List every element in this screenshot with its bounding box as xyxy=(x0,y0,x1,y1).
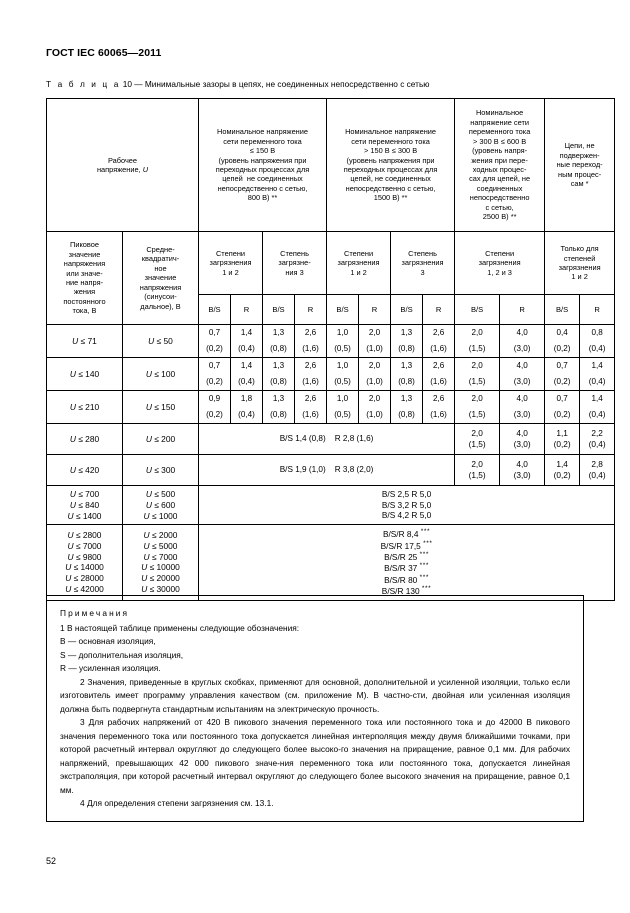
table-row-group xyxy=(47,486,615,525)
footnote-marker: *** xyxy=(423,539,433,547)
row-peak-voltage-group xyxy=(47,525,123,600)
page-number: 52 xyxy=(46,856,57,866)
row-rms-voltage: U ≤ 2000 xyxy=(143,530,178,541)
merged-bs-value: B/S 1,4 (0,8) xyxy=(279,433,326,443)
cell-value: 2,0 xyxy=(455,325,500,342)
cell-value: 2,6 xyxy=(295,325,327,342)
cell-value-paren: (0,8) xyxy=(391,374,423,391)
insulation-value-row xyxy=(199,528,614,539)
merged-insulation-note xyxy=(199,424,455,455)
cell-value: 2,0 xyxy=(455,358,500,375)
insulation-value: B/S/R 37 xyxy=(384,563,418,574)
header-pollution-only-1-2: Только для степеней загрязнения 1 и 2 xyxy=(545,232,615,295)
cell-value-paren: (1,6) xyxy=(423,407,455,424)
cell-value-paren: (0,2) xyxy=(553,470,571,480)
cell-value-paren: (1,5) xyxy=(455,407,500,424)
cell-value-stacked xyxy=(545,455,580,486)
header-r-2: R xyxy=(295,295,327,325)
cell-value-stacked xyxy=(545,424,580,455)
cell-value: 2,0 xyxy=(471,428,483,439)
cell-value: 4,0 xyxy=(516,459,528,470)
table-row xyxy=(47,391,615,408)
cell-value: 2,0 xyxy=(359,358,391,375)
row-peak-voltage: U ≤ 14000 xyxy=(65,562,104,573)
table-row xyxy=(47,325,615,342)
cell-value-paren: (3,0) xyxy=(500,407,545,424)
row-rms-voltage: U ≤ 1000 xyxy=(143,510,178,521)
cell-value-paren: (1,6) xyxy=(423,341,455,358)
header-pollution-3-a: Степень загрязне- ния 3 xyxy=(263,232,327,295)
merged-r-value: R 3,8 (2,0) xyxy=(334,464,374,474)
cell-value-paren: (3,0) xyxy=(500,374,545,391)
cell-value-paren: (0,8) xyxy=(263,407,295,424)
header-bs-5: B/S xyxy=(455,295,500,325)
insulation-value: B/S 3,2 R 5,0 xyxy=(381,499,432,510)
insulation-value-row xyxy=(199,551,614,562)
cell-value: 4,0 xyxy=(516,428,528,439)
header-r-4: R xyxy=(423,295,455,325)
row-peak-voltage: U ≤ 140 xyxy=(47,358,123,391)
note-2: 2 Значения, приведенные в круглых скобках, применяют для основной, дополнительной и усиленной изоляции, только если изготовитель имеет программу управления качеством (см. приложение М). В частно-сти, двойная или усиленная изоляция должна быть подвергнута стандартным испытаниям на электрическую прочность. xyxy=(60,676,570,714)
row-peak-voltage: U ≤ 840 xyxy=(69,499,100,510)
cell-value-stacked xyxy=(580,455,615,486)
cell-value: 0,7 xyxy=(545,391,580,408)
header-working-voltage-line1: Рабочее xyxy=(107,155,138,165)
cell-value-paren: (1,5) xyxy=(455,374,500,391)
cell-value-paren: (3,0) xyxy=(500,341,545,358)
row-rms-voltage: U ≤ 300 xyxy=(123,455,199,486)
cell-value-paren: (3,0) xyxy=(513,439,531,449)
insulation-value-row xyxy=(199,574,614,585)
table-caption xyxy=(46,79,430,89)
table-caption-label: Т а б л и ц а xyxy=(46,79,121,89)
cell-value: 2,0 xyxy=(455,391,500,408)
row-rms-voltage: U ≤ 30000 xyxy=(141,583,180,594)
insulation-value: B/S/R 8,4 xyxy=(382,529,419,540)
row-rms-voltage: U ≤ 20000 xyxy=(141,573,180,584)
cell-value: 2,6 xyxy=(423,391,455,408)
row-peak-voltage: U ≤ 2800 xyxy=(67,530,102,541)
header-bs-3: B/S xyxy=(327,295,359,325)
cell-value-paren: (0,2) xyxy=(545,407,580,424)
header-bs-4: B/S xyxy=(391,295,423,325)
notes-title: Примечания xyxy=(60,608,130,618)
cell-value-paren: (0,4) xyxy=(231,341,263,358)
row-rms-voltage-group xyxy=(123,486,199,525)
cell-value: 0,7 xyxy=(199,358,231,375)
row-peak-voltage: U ≤ 7000 xyxy=(67,540,102,551)
standard-title: ГОСТ IEC 60065—2011 xyxy=(46,47,162,59)
cell-value: 1,0 xyxy=(327,391,359,408)
row-peak-voltage: U ≤ 9800 xyxy=(67,551,102,562)
row-rms-voltage: U ≤ 150 xyxy=(123,391,199,424)
cell-value: 0,8 xyxy=(580,325,615,342)
cell-value-paren: (1,5) xyxy=(455,341,500,358)
cell-value-paren: (3,0) xyxy=(513,470,531,480)
row-peak-voltage: U ≤ 420 xyxy=(47,455,123,486)
cell-value-paren: (0,2) xyxy=(199,374,231,391)
cell-value-paren: (0,5) xyxy=(327,407,359,424)
cell-value-paren: (0,4) xyxy=(231,374,263,391)
header-mains-300-600: Номинальное напряжение сети переменного тока > 300 В ≤ 600 В (уровень напря- жения при пере- ходных процес- сах для цепей, не соединенных непосредственно с сетью, 2500 В) ** xyxy=(455,99,545,232)
cell-value: 2,6 xyxy=(295,391,327,408)
row-rms-voltage: U ≤ 200 xyxy=(123,424,199,455)
cell-value: 1,0 xyxy=(327,358,359,375)
row-peak-voltage: U ≤ 280 xyxy=(47,424,123,455)
header-pollution-1-2-a: Степени загрязнения 1 и 2 xyxy=(199,232,263,295)
cell-value-stacked xyxy=(500,424,545,455)
note-3: 3 Для рабочих напряжений от 420 В пикового значения переменного тока или постоянного тока и до 42000 В пикового значения переменного тока или постоянного тока допускается линейная интерполяция между двумя ближайшими точками, при которой расчетный интервал округляют до следующего более высоко-го значения на приращение, равное 0,1 мм. Для рабочих напряжений, превышающих 42 000 пикового значе-ния переменного тока или постоянного тока, допускается линейная экстраполяция, при которой расчетный интервал округляют до следующего более высокого значения на приращение, равное 0,1 мм. xyxy=(60,717,570,795)
header-rms-voltage: Средне- квадратич- ное значение напряжения (синусои- дальное), В xyxy=(123,232,199,325)
note-1-b: B — основная изоляция, xyxy=(60,636,156,647)
header-pollution-1-2-b: Степени загрязнения 1 и 2 xyxy=(327,232,391,295)
cell-value: 1,8 xyxy=(231,391,263,408)
cell-value-paren: (0,4) xyxy=(231,407,263,424)
cell-value-paren: (0,5) xyxy=(327,341,359,358)
header-bs-6: B/S xyxy=(545,295,580,325)
cell-value-paren: (0,8) xyxy=(263,374,295,391)
cell-value: 1,3 xyxy=(263,325,295,342)
footnote-marker: *** xyxy=(421,585,432,593)
table-row-merged xyxy=(47,424,615,455)
cell-value: 1,3 xyxy=(391,391,423,408)
cell-value: 1,3 xyxy=(263,358,295,375)
row-rms-voltage: U ≤ 100 xyxy=(123,358,199,391)
header-mains-le-150: Номинальное напряжение сети переменного тока ≤ 150 В (уровень напряжения при переходных процессах для цепей не соединенных непосредственно с сетью, 800 В) ** xyxy=(199,99,327,232)
note-1-s: S — дополнительная изоляция, xyxy=(60,649,184,660)
cell-value: 1,4 xyxy=(231,325,263,342)
row-peak-voltage: U ≤ 1400 xyxy=(67,510,102,521)
cell-value-paren: (0,4) xyxy=(588,439,606,449)
header-mains-150-300: Номинальное напряжение сети переменного тока > 150 В ≤ 300 В (уровень напряжения при переходных процессах для цепей, не соединенных непосредственно с сетью, 1500 В) ** xyxy=(327,99,455,232)
cell-value-paren: (1,6) xyxy=(295,407,327,424)
cell-value-paren: (1,5) xyxy=(468,439,486,449)
group-insulation-values xyxy=(199,486,615,525)
insulation-value: B/S 4,2 R 5,0 xyxy=(381,510,432,521)
group-insulation-values xyxy=(199,525,615,600)
cell-value-paren: (1,5) xyxy=(468,470,486,480)
insulation-value: B/S/R 80 xyxy=(384,574,418,585)
table-header-row-middle xyxy=(47,232,615,295)
note-1-r: R — усиленная изоляция. xyxy=(60,663,161,674)
row-peak-voltage: U ≤ 28000 xyxy=(65,573,104,584)
row-rms-voltage: U ≤ 7000 xyxy=(143,551,178,562)
cell-value: 2,0 xyxy=(359,391,391,408)
insulation-value: B/S/R 25 xyxy=(384,551,418,562)
row-rms-voltage: U ≤ 10000 xyxy=(141,562,180,573)
header-working-voltage-line2: напряжение, U xyxy=(96,165,149,174)
header-pollution-3-b: Степень загрязнения 3 xyxy=(391,232,455,295)
table-notes xyxy=(46,595,584,822)
row-peak-voltage: U ≤ 71 xyxy=(47,325,123,358)
cell-value: 0,7 xyxy=(545,358,580,375)
cell-value-paren: (0,2) xyxy=(545,374,580,391)
cell-value-stacked xyxy=(455,455,500,486)
header-pollution-1-2-3: Степени загрязнения 1, 2 и 3 xyxy=(455,232,545,295)
header-r-3: R xyxy=(359,295,391,325)
cell-value: 4,0 xyxy=(500,325,545,342)
row-rms-voltage: U ≤ 5000 xyxy=(143,540,178,551)
cell-value: 1,3 xyxy=(263,391,295,408)
cell-value: 1,1 xyxy=(556,428,568,439)
note-4: 4 Для определения степени загрязнения см. 13.1. xyxy=(80,798,274,809)
header-r-5: R xyxy=(500,295,545,325)
cell-value: 1,3 xyxy=(391,358,423,375)
cell-value-paren: (1,0) xyxy=(359,407,391,424)
row-peak-voltage: U ≤ 700 xyxy=(69,489,100,499)
cell-value-paren: (1,0) xyxy=(359,374,391,391)
cell-value: 4,0 xyxy=(500,391,545,408)
table-row xyxy=(47,358,615,375)
cell-value: 2,0 xyxy=(359,325,391,342)
cell-value-paren: (0,8) xyxy=(263,341,295,358)
table-row-merged xyxy=(47,455,615,486)
cell-value-paren: (1,6) xyxy=(295,341,327,358)
table-caption-text: — Минимальные зазоры в цепях, не соединенных непосредственно с сетью xyxy=(134,79,430,89)
cell-value: 2,2 xyxy=(591,428,603,439)
cell-value: 2,0 xyxy=(471,459,483,470)
row-rms-voltage-group xyxy=(123,525,199,600)
cell-value: 2,6 xyxy=(295,358,327,375)
cell-value-paren: (0,4) xyxy=(580,407,615,424)
insulation-value-row xyxy=(199,540,614,551)
cell-value: 1,4 xyxy=(556,459,568,470)
cell-value-paren: (0,2) xyxy=(545,341,580,358)
footnote-marker: *** xyxy=(419,573,430,581)
cell-value-paren: (1,6) xyxy=(423,374,455,391)
table-row-group xyxy=(47,525,615,600)
cell-value: 1,4 xyxy=(580,391,615,408)
insulation-value: B/S/R 17,5 xyxy=(380,540,421,551)
main-table xyxy=(46,98,615,601)
cell-value-paren: (0,2) xyxy=(199,341,231,358)
header-r-1: R xyxy=(231,295,263,325)
cell-value: 1,0 xyxy=(327,325,359,342)
row-peak-voltage-group xyxy=(47,486,123,525)
cell-value-paren: (0,4) xyxy=(580,341,615,358)
cell-value-paren: (0,8) xyxy=(391,407,423,424)
cell-value: 2,6 xyxy=(423,358,455,375)
cell-value: 1,4 xyxy=(231,358,263,375)
row-rms-voltage: U ≤ 600 xyxy=(145,499,176,510)
cell-value-paren: (0,4) xyxy=(588,470,606,480)
minimum-clearances-table xyxy=(46,98,606,601)
header-r-6: R xyxy=(580,295,615,325)
cell-value: 4,0 xyxy=(500,358,545,375)
cell-value-paren: (0,8) xyxy=(391,341,423,358)
merged-r-value: R 2,8 (1,6) xyxy=(334,433,374,443)
insulation-value-row xyxy=(199,562,614,573)
row-peak-voltage: U ≤ 210 xyxy=(47,391,123,424)
merged-insulation-note xyxy=(199,455,455,486)
header-no-transient-circuits: Цепи, не подвержен- ные переход- ным процес- сам * xyxy=(545,99,615,232)
cell-value-paren: (0,2) xyxy=(553,439,571,449)
cell-value-stacked xyxy=(455,424,500,455)
header-working-voltage xyxy=(47,99,199,232)
cell-value-stacked xyxy=(580,424,615,455)
row-peak-voltage: U ≤ 42000 xyxy=(65,583,104,594)
header-bs-1: B/S xyxy=(199,295,231,325)
footnote-marker: *** xyxy=(419,551,430,558)
table-caption-number: 10 xyxy=(122,79,132,89)
cell-value: 0,4 xyxy=(545,325,580,342)
row-rms-voltage: U ≤ 50 xyxy=(123,325,199,358)
insulation-value: B/S/R 130 xyxy=(381,585,420,596)
footnote-marker: *** xyxy=(419,562,430,570)
cell-value: 1,4 xyxy=(580,358,615,375)
insulation-value: B/S 2,5 R 5,0 xyxy=(381,489,432,500)
cell-value: 1,3 xyxy=(391,325,423,342)
cell-value-paren: (0,5) xyxy=(327,374,359,391)
note-1-intro: 1 В настоящей таблице применены следующие обозначения: xyxy=(60,622,300,633)
cell-value-paren: (1,0) xyxy=(359,341,391,358)
cell-value-paren: (1,6) xyxy=(295,374,327,391)
cell-value: 0,9 xyxy=(199,391,231,408)
cell-value-stacked xyxy=(500,455,545,486)
cell-value: 2,6 xyxy=(423,325,455,342)
footnote-marker: *** xyxy=(420,528,431,536)
header-peak-voltage: Пиковое значение напряжения или значе- ние напря- жения постоянного тока, В xyxy=(47,232,123,325)
table-header-row-top xyxy=(47,99,615,232)
cell-value-paren: (0,4) xyxy=(580,374,615,391)
cell-value-paren: (0,2) xyxy=(199,407,231,424)
cell-value: 0,7 xyxy=(199,325,231,342)
row-rms-voltage: U ≤ 500 xyxy=(145,489,176,499)
cell-value: 2,8 xyxy=(591,459,603,470)
header-bs-2: B/S xyxy=(263,295,295,325)
merged-bs-value: B/S 1,9 (1,0) xyxy=(279,464,326,474)
